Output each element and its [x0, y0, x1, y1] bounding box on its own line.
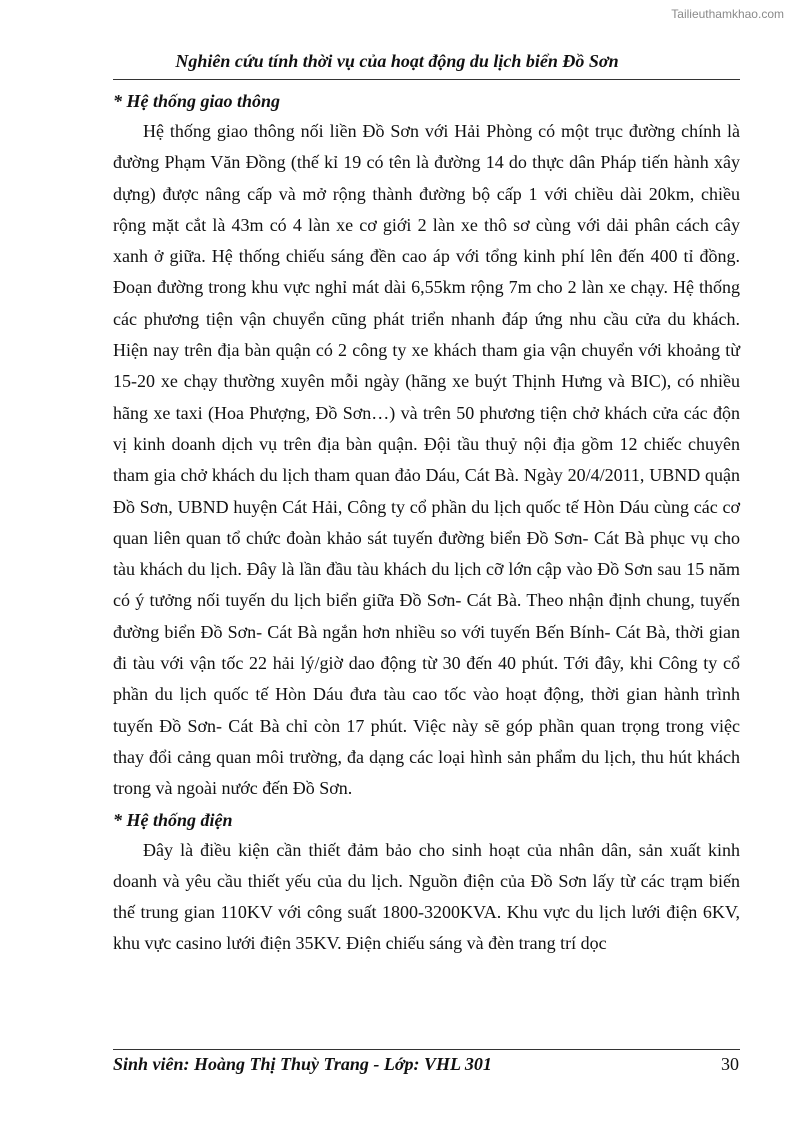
document-body	[113, 86, 740, 960]
section-heading-electricity: * Hệ thống điện	[113, 809, 233, 830]
section-heading-transport: * Hệ thống giao thông	[113, 91, 281, 111]
section-paragraph-electricity: Đây là điều kiện cần thiết đảm bảo cho sinh hoạt của nhân dân, sản xuất kinh doanh và yêu cầu thiết yếu của du lịch. Nguồn điện của Đồ Sơn lấy từ các trạm biến thế trung gian 110KV với công suất 1800-3200KVA. Khu vực du lịch lưới điện 6KV, khu vực casino lưới điện 35KV. Điện chiếu sáng và đèn trang trí dọc	[113, 839, 740, 954]
page-header-title: Nghiên cứu tính thời vụ của hoạt động du lịch biển Đồ Sơn	[175, 51, 619, 71]
header-divider	[113, 79, 740, 80]
watermark: Tailieuthamkhao.com	[671, 7, 784, 21]
footer-divider	[113, 1049, 740, 1050]
section-paragraph-transport: Hệ thống giao thông nối liền Đồ Sơn với Hải Phòng có một trục đường chính là đường Phạm Văn Đồng (thế kỉ 19 có tên là đường 14 do thực dân Pháp tiến hành xây dựng) được nâng cấp và mở rộng thành đường bộ cấp 1 với chiều dài 20km, chiều rộng mặt cắt là 43m có 4 làn xe cơ giới 2 làn xe thô sơ cùng với dải phân cách cây xanh ở giữa. Hệ thống chiếu sáng đền cao áp với tổng kinh phí lên đến 400 tỉ đồng. Đoạn đường trong khu vực nghỉ mát dài 6,55km rộng 7m cho 2 làn xe chạy. Hệ thống các phương tiện vận chuyển cũng phát triển nhanh đáp ứng nhu cầu cửa du khách. Hiện nay trên địa bàn quận có 2 công ty xe khách tham gia vận chuyển với khoảng từ 15-20 xe chạy thường xuyên mỗi ngày (hãng xe buýt Thịnh Hưng và BIC), có nhiều hãng xe taxi (Hoa Phượng, Đồ Sơn…) và trên 50 phương tiện chở khách cửa các độn vị kinh doanh dịch vụ trên địa bàn quận. Đội tầu thuỷ nội địa gồm 12 chiếc chuyên tham gia chở khách du lịch tham quan đảo Dáu, Cát Bà. Ngày 20/4/2011, UBND quận Đồ Sơn, UBND huyện Cát Hải, Công ty cổ phần du lịch quốc tế Hòn Dáu cùng các cơ quan liên quan tổ chức đoàn khảo sát tuyến đường biển Đồ Sơn- Cát Bà phục vụ cho tàu khách du lịch. Đây là lần đầu tàu khách du lịch cỡ lớn cập vào Đồ Sơn sau 15 năm có ý tưởng nối tuyến du lịch biển giữa Đồ Sơn- Cát Bà. Theo nhận định chung, tuyến đường biển Đồ Sơn- Cát Bà ngắn hơn nhiều so với tuyến Bến Bính- Cát Bà, thời gian đi tàu với vận tốc 22 hải lý/giờ dao động từ 30 đến 40 phút. Tới đây, khi Công ty cổ phần du lịch quốc tế Hòn Dáu đưa tàu cao tốc vào hoạt động, thời gian hành trình tuyến Đồ Sơn- Cát Bà chỉ còn 17 phút. Việc này sẽ góp phần quan trọng trong việc thay đổi cảng quan môi trường, đa dạng các loại hình sản phẩm du lịch, thu hút khách trong và ngoài nước đến Đồ Sơn.	[113, 121, 740, 799]
page-number: 30	[721, 1054, 739, 1074]
footer-author: Sinh viên: Hoàng Thị Thuỳ Trang - Lớp: VHL 301	[113, 1054, 492, 1074]
